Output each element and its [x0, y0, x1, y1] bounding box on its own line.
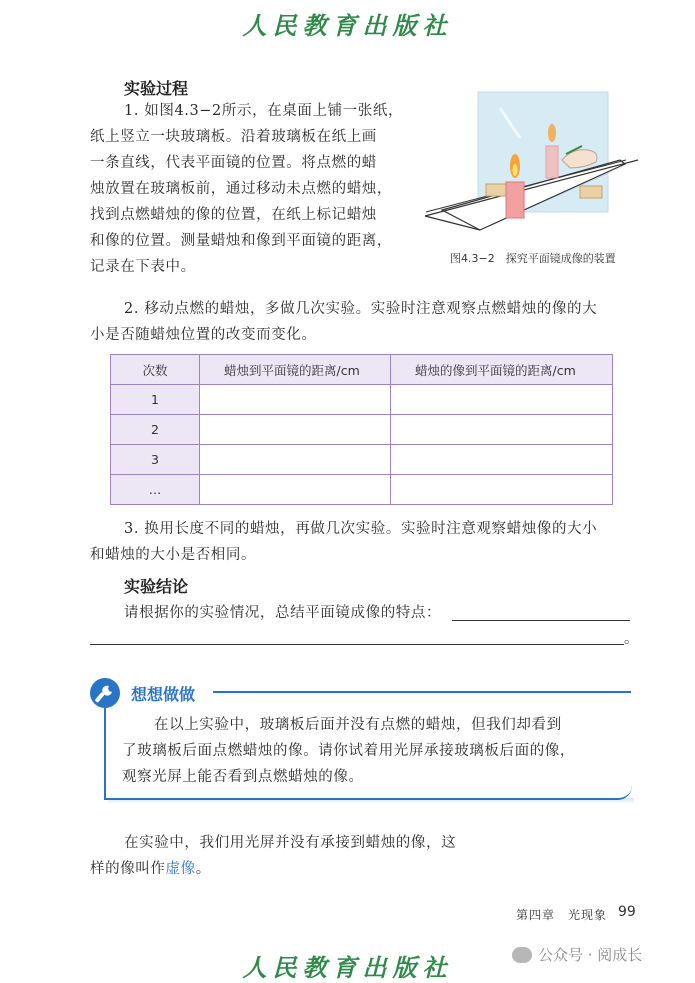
think-title-rule	[213, 691, 631, 693]
table-cell-empty[interactable]	[391, 385, 613, 415]
step1-line: 烛放置在玻璃板前，通过移动未点燃的蜡烛，	[90, 181, 392, 197]
table-row	[111, 445, 613, 475]
table-header: 次数	[111, 355, 200, 385]
table-cell-empty[interactable]	[200, 445, 391, 475]
step3-line: 3. 换用长度不同的蜡烛，再做几次实验。实验时注意观察蜡烛像的大小	[124, 521, 598, 537]
chapter-label: 第四章 光现象	[516, 908, 608, 922]
think-text	[122, 712, 632, 790]
step2-text	[90, 296, 650, 348]
step1-line: 记录在下表中。	[90, 259, 196, 275]
key-term-virtual-image: 虚像	[165, 861, 196, 877]
table-cell-index: 1	[111, 385, 200, 415]
section-title-conclusion: 实验结论	[124, 577, 189, 596]
closing-prefix: 样的像叫作	[90, 861, 166, 877]
publisher-logo-top: 人民教育出版社	[242, 11, 453, 40]
closing-line: 在实验中，我们用光屏并没有承接到蜡烛的像，这	[124, 835, 457, 851]
table-cell-empty[interactable]	[391, 415, 613, 445]
support-block-right	[580, 186, 602, 198]
table-header: 蜡烛的像到平面镜的距离/cm	[391, 355, 613, 385]
wrench-icon	[90, 678, 120, 708]
table-cell-empty[interactable]	[200, 385, 391, 415]
lit-candle	[506, 182, 524, 218]
conclusion-prompt: 请根据你的实验情况，总结平面镜成像的特点：	[124, 605, 442, 621]
section-title-process: 实验过程	[124, 79, 189, 98]
think-line: 了玻璃板后面点燃蜡烛的像。请你试着用光屏承接玻璃板后面的像，	[122, 743, 575, 759]
table-cell-index: …	[111, 475, 200, 505]
candle-image	[546, 146, 558, 178]
answer-line[interactable]	[90, 644, 624, 645]
step3-text	[90, 516, 650, 568]
page-number: 99	[618, 904, 636, 920]
figure-caption: 图4.3−2 探究平面镜成像的装置	[450, 252, 616, 265]
table-row	[111, 385, 613, 415]
wechat-icon	[512, 947, 532, 963]
step1-line: 找到点燃蜡烛的像的位置，在纸上标记蜡烛	[90, 207, 377, 223]
table-cell-empty[interactable]	[391, 475, 613, 505]
step3-line: 和蜡烛的大小是否相同。	[90, 547, 257, 563]
table-cell-index: 3	[111, 445, 200, 475]
table-row	[111, 475, 613, 505]
closing-text	[90, 830, 510, 882]
think-line: 观察光屏上能否看到点燃蜡烛的像。	[122, 769, 364, 785]
think-line: 在以上实验中，玻璃板后面并没有点燃的蜡烛，但我们却看到	[154, 717, 562, 733]
step1-line: 1. 如图4.3−2所示，在桌面上铺一张纸，	[124, 103, 404, 119]
table-header-row	[111, 355, 613, 385]
step1-text	[90, 98, 420, 280]
step2-line: 2. 移动点燃的蜡烛，多做几次实验。实验时注意观察点燃蜡烛的像的大	[124, 301, 598, 317]
table-cell-index: 2	[111, 415, 200, 445]
closing-suffix: 。	[195, 861, 211, 877]
closing-line	[90, 856, 510, 882]
answer-line[interactable]	[452, 620, 630, 621]
watermark-text: 公众号 · 阅成长	[538, 946, 643, 964]
table-cell-empty[interactable]	[200, 475, 391, 505]
step1-line: 纸上竖立一块玻璃板。沿着玻璃板在纸上画	[90, 129, 377, 145]
publisher-logo-bottom: 人民教育出版社	[242, 953, 453, 982]
table-row	[111, 415, 613, 445]
table-cell-empty[interactable]	[391, 445, 613, 475]
table-cell-empty[interactable]	[200, 415, 391, 445]
answer-end-mark: 。	[624, 631, 640, 647]
table-header: 蜡烛到平面镜的距离/cm	[200, 355, 391, 385]
step2-line: 小是否随蜡烛位置的改变而变化。	[90, 327, 317, 343]
think-title: 想想做做	[131, 685, 196, 704]
step1-line: 一条直线，代表平面镜的位置。将点燃的蜡	[90, 155, 377, 171]
step1-line: 和像的位置。测量蜡烛和像到平面镜的距离，	[90, 233, 392, 249]
measurement-table	[110, 354, 613, 505]
